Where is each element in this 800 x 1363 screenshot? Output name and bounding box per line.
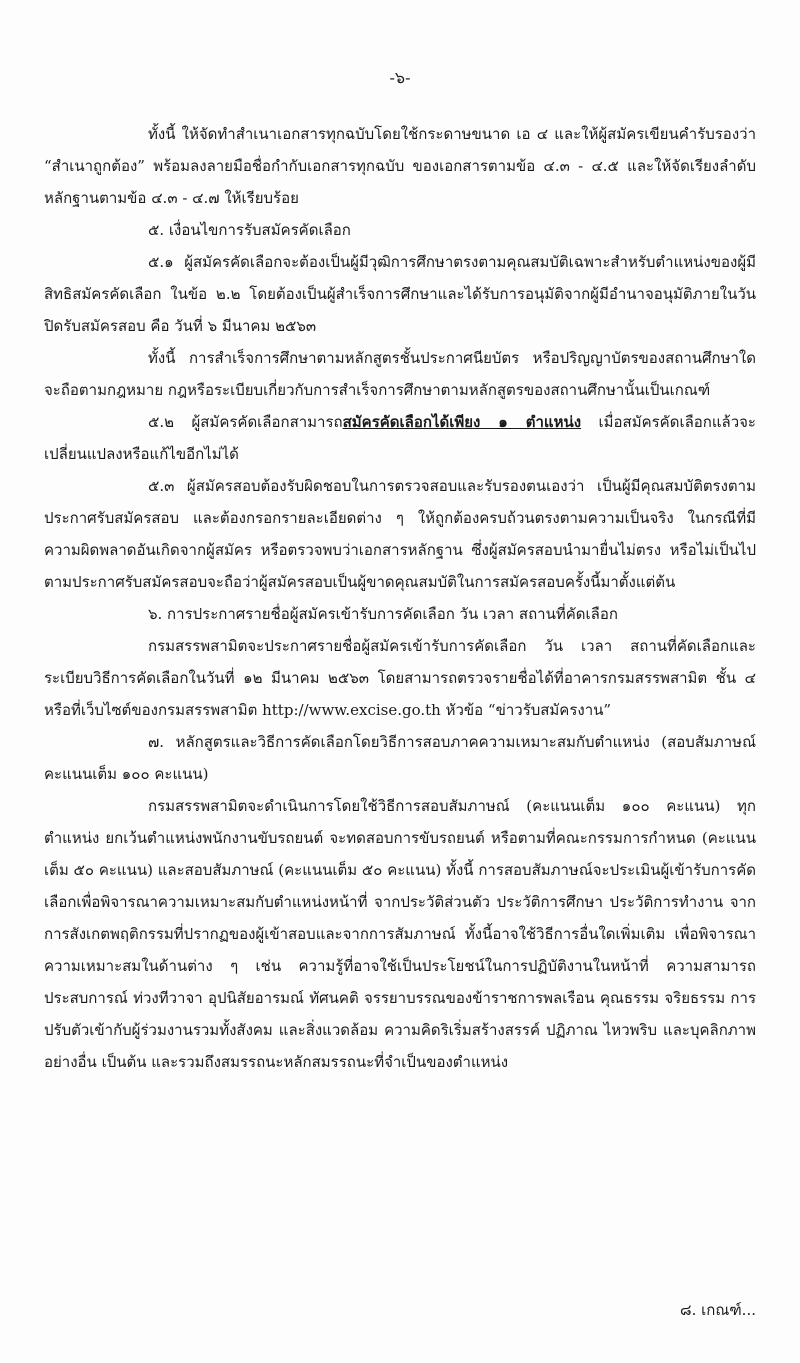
paragraph-5-2-emphasis: สมัครคัดเลือกได้เพียง ๑ ตำแหน่ง <box>342 413 582 431</box>
next-page-continuation: ๘. เกณฑ์... <box>680 1301 756 1319</box>
section-7-heading: ๗. หลักสูตรและวิธีการคัดเลือกโดยวิธีการสอบภาคความเหมาะสมกับตำแหน่ง (สอบสัมภาษณ์ คะแนนเต็ม ๑๐๐ คะแนน) <box>44 733 756 783</box>
paragraph-5-1: ๕.๑ ผู้สมัครคัดเลือกจะต้องเป็นผู้มีวุฒิการศึกษาตรงตามคุณสมบัติเฉพาะสำหรับตำแหน่งของผู้มีสิทธิสมัครคัดเลือก ในข้อ ๒.๒ โดยต้องเป็นผู้สำเร็จการศึกษาและได้รับการอนุมัติจากผู้มีอำนาจอนุมัติภายในวันปิดรับสมัครสอบ คือ วันที่ ๖ มีนาคม ๒๕๖๓ <box>44 253 756 335</box>
paragraph-5-3: ๕.๓ ผู้สมัครสอบต้องรับผิดชอบในการตรวจสอบและรับรองตนเองว่า เป็นผู้มีคุณสมบัติตรงตามประกาศรับสมัครสอบ และต้องกรอกรายละเอียดต่าง ๆ ให้ถูกต้องครบถ้วนตรงตามความเป็นจริง ในกรณีที่มีความผิดพลาดอันเกิดจากผู้สมัคร หรือตรวจพบว่าเอกสารหลักฐาน ซึ่งผู้สมัครสอบนำมายื่นไม่ตรง หรือไม่เป็นไปตามประกาศรับสมัครสอบจะถือว่าผู้สมัครสอบเป็นผู้ขาดคุณสมบัติในการสมัครสอบครั้งนี้มาตั้งแต่ต้น <box>44 477 756 591</box>
section-6-heading: ๖. การประกาศรายชื่อผู้สมัครเข้ารับการคัดเลือก วัน เวลา สถานที่คัดเลือก <box>148 605 618 623</box>
paragraph-5-2-tail: เมื่อสมัครคัดเลือกแล้วจะเปลี่ยนแปลงหรือแก้ไขอีกไม่ได้ <box>44 413 756 463</box>
section-5-heading: ๕. เงื่อนไขการรับสมัครคัดเลือก <box>148 221 351 239</box>
paragraph-copy-instructions: ทั้งนี้ ให้จัดทำสำเนาเอกสารทุกฉบับโดยใช้กระดาษขนาด เอ ๔ และให้ผู้สมัครเขียนคำรับรองว่า “สำเนาถูกต้อง” พร้อมลงลายมือชื่อกำกับเอกสารทุกฉบับ ของเอกสารตามข้อ ๔.๓ - ๔.๕ และให้จัดเรียงลำดับหลักฐานตามข้อ ๔.๓ - ๔.๗ ให้เรียบร้อย <box>44 125 756 207</box>
paragraph-5-1-note: ทั้งนี้ การสำเร็จการศึกษาตามหลักสูตรชั้นประกาศนียบัตร หรือปริญญาบัตรของสถานศึกษาใด จะถือตามกฎหมาย กฎหรือระเบียบเกี่ยวกับการสำเร็จการศึกษาตามหลักสูตรของสถานศึกษานั้นเป็นเกณฑ์ <box>44 349 756 399</box>
page-number: -๖- <box>389 68 411 87</box>
paragraph-5-2-lead: ๕.๒ ผู้สมัครคัดเลือกสามารถ <box>148 413 343 431</box>
paragraph-5-2 <box>44 406 756 470</box>
paragraph-7: กรมสรรพสามิตจะดำเนินการโดยใช้วิธีการสอบสัมภาษณ์ (คะแนนเต็ม ๑๐๐ คะแนน) ทุกตำแหน่ง ยกเว้นตำแหน่งพนักงานขับรถยนต์ จะทดสอบการขับรถยนต์ หรือตามที่คณะกรรมการกำหนด (คะแนนเต็ม ๕๐ คะแนน) และสอบสัมภาษณ์ (คะแนนเต็ม ๕๐ คะแนน) ทั้งนี้ การสอบสัมภาษณ์จะประเมินผู้เข้ารับการคัดเลือกเพื่อพิจารณาความเหมาะสมกับตำแหน่งหน้าที่ จากประวัติส่วนตัว ประวัติการศึกษา ประวัติการทำงาน จากการสังเกตพฤติกรรมที่ปรากฏของผู้เข้าสอบและจากการสัมภาษณ์ ทั้งนี้อาจใช้วิธีการอื่นใดเพิ่มเติม เพื่อพิจารณาความเหมาะสมในด้านต่าง ๆ เช่น ความรู้ที่อาจใช้เป็นประโยชน์ในการปฏิบัติงานในหน้าที่ ความสามารถ ประสบการณ์ ท่วงทีวาจา อุปนิสัยอารมณ์ ทัศนคติ จรรยาบรรณของข้าราชการพลเรือน คุณธรรม จริยธรรม การปรับตัวเข้ากับผู้ร่วมงานรวมทั้งสังคม และสิ่งแวดล้อม ความคิดริเริ่มสร้างสรรค์ ปฏิภาณ ไหวพริบ และบุคลิกภาพอย่างอื่น เป็นต้น และรวมถึงสมรรถนะหลักสมรรถนะที่จำเป็นของตำแหน่ง <box>44 797 756 1071</box>
document-body <box>44 118 756 1078</box>
paragraph-6: กรมสรรพสามิตจะประกาศรายชื่อผู้สมัครเข้ารับการคัดเลือก วัน เวลา สถานที่คัดเลือกและระเบียบวิธีการคัดเลือกในวันที่ ๑๒ มีนาคม ๒๕๖๓ โดยสามารถตรวจรายชื่อได้ที่อาคารกรมสรรพสามิต ชั้น ๔ หรือที่เว็บไซต์ของกรมสรรพสามิต http://www.excise.go.th หัวข้อ “ข่าวรับสมัครงาน” <box>44 637 756 719</box>
